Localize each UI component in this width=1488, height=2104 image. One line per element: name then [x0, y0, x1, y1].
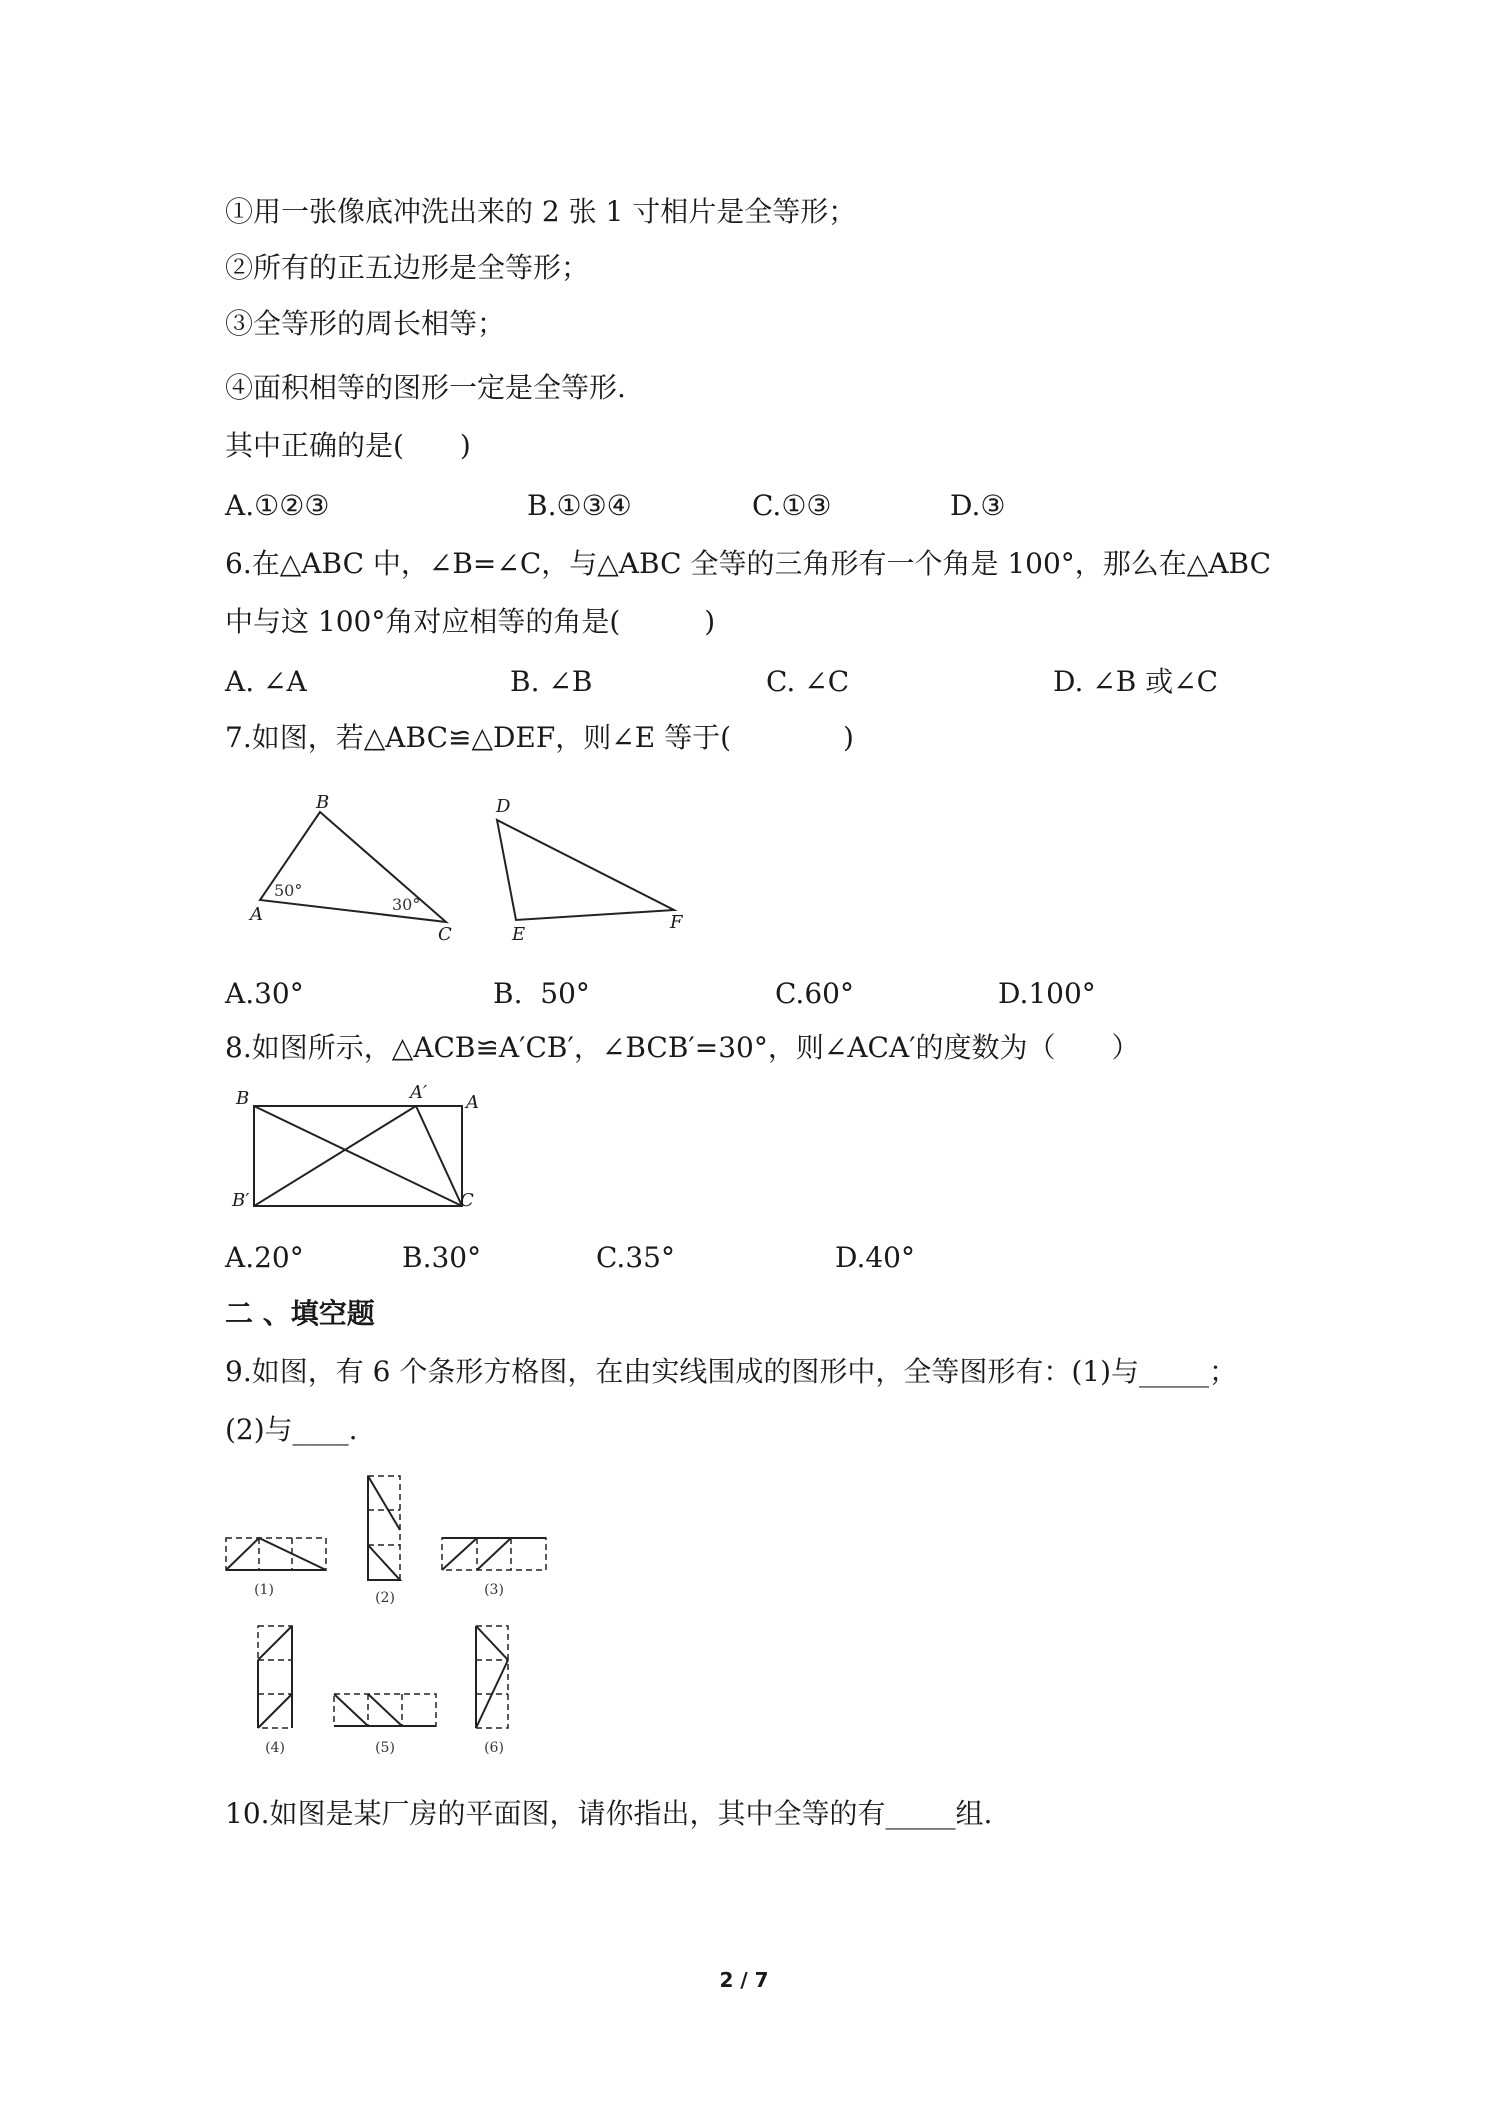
q5-item-4: ④面积相等的图形一定是全等形. [225, 371, 626, 404]
label-c: C [460, 1190, 474, 1211]
q5-option-a: A.①②③ [225, 489, 330, 522]
strip-1 [226, 1538, 326, 1570]
label-b-prime: B′ [232, 1190, 250, 1211]
strip-3 [442, 1538, 546, 1570]
q5-prompt: 其中正确的是( ) [225, 429, 471, 462]
q5-item-1: ①用一张像底冲洗出来的 2 张 1 寸相片是全等形； [225, 195, 857, 228]
section-title: 二 、填空题 [225, 1297, 375, 1330]
caption-2: (2) [375, 1590, 395, 1606]
strip-2 [368, 1476, 400, 1580]
label-a: A [250, 904, 263, 925]
q5-option-b: B.①③④ [527, 489, 632, 522]
page-number: 2 / 7 [719, 1968, 769, 1992]
q8-option-b: B.30° [402, 1241, 482, 1274]
q6-option-b: B. ∠B [510, 665, 593, 698]
caption-3: (3) [484, 1582, 504, 1598]
q8-option-c: C.35° [596, 1241, 675, 1274]
label-f: F [670, 912, 683, 933]
q6-stem-line2: 中与这 100°角对应相等的角是( ) [225, 605, 716, 638]
caption-5: (5) [375, 1740, 395, 1756]
angle-c-label: 30° [392, 895, 421, 914]
q7-option-a: A.30° [225, 977, 304, 1010]
q7-stem: 7.如图，若△ABC≌△DEF，则∠E 等于( ) [225, 721, 854, 754]
label-e: E [512, 924, 526, 945]
strip-5 [334, 1694, 436, 1726]
label-b: B [236, 1088, 250, 1109]
q7-option-c: C.60° [775, 977, 854, 1010]
q7-option-b: B. 50° [493, 977, 590, 1010]
q5-option-d: D.③ [950, 489, 1006, 522]
q5-item-3: ③全等形的周长相等； [225, 307, 506, 340]
label-a: A [466, 1092, 479, 1113]
q8-option-d: D.40° [835, 1241, 915, 1274]
q6-option-a: A. ∠A [225, 665, 307, 698]
caption-6: (6) [484, 1740, 504, 1756]
caption-4: (4) [265, 1740, 285, 1756]
label-c: C [438, 924, 452, 945]
q6-option-c: C. ∠C [766, 665, 850, 698]
q9-stem-line2: (2)与____. [225, 1413, 358, 1446]
label-d: D [496, 796, 511, 817]
q9-stem-line1: 9.如图，有 6 个条形方格图，在由实线围成的图形中，全等图形有：(1)与_____； [225, 1355, 1237, 1388]
q8-stem: 8.如图所示，△ACB≌A′CB′，∠BCB′=30°，则∠ACA′的度数为（ ） [225, 1031, 1140, 1064]
q7-option-d: D.100° [998, 977, 1096, 1010]
q6-option-d: D. ∠B 或∠C [1053, 665, 1219, 698]
q6-stem-line1: 6.在△ABC 中，∠B=∠C，与△ABC 全等的三角形有一个角是 100°，那么在△ABC [225, 547, 1272, 580]
angle-a-label: 50° [274, 881, 303, 900]
q8-option-a: A.20° [225, 1241, 304, 1274]
label-b: B [316, 792, 330, 813]
q5-option-c: C.①③ [752, 489, 832, 522]
label-a-prime: A′ [410, 1082, 428, 1103]
q5-item-2: ②所有的正五边形是全等形； [225, 251, 590, 284]
strip-6 [476, 1626, 508, 1728]
caption-1: (1) [254, 1582, 274, 1598]
q10-stem: 10.如图是某厂房的平面图，请你指出，其中全等的有_____组. [225, 1797, 993, 1830]
strip-4 [258, 1626, 292, 1728]
